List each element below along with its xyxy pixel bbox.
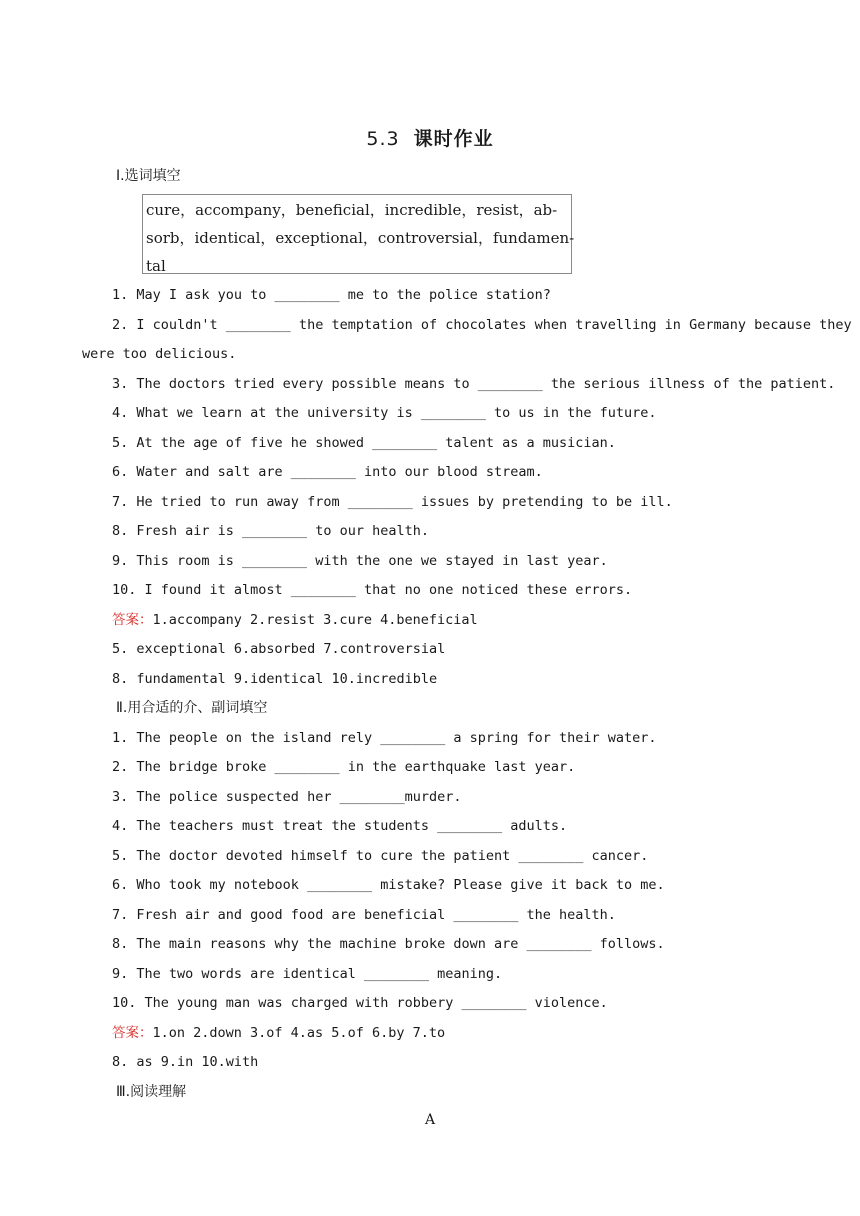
question-2-10: 10. The young man was charged with robbery ________ violence. [112,995,608,1011]
section1-heading: Ⅰ.选词填空 [116,168,181,184]
question-2-5: 5. The doctor devoted himself to cure the patient ________ cancer. [112,848,649,864]
question-2-3: 3. The police suspected her ________murder. [112,789,462,805]
answer-label: 答案： [112,612,153,628]
question-2-1: 1. The people on the island rely ________ a spring for their water. [112,730,657,746]
answer-text: 1.accompany 2.resist 3.cure 4.beneficial [152,612,478,628]
word-bank-line: sorb，identical，exceptional，controversial，fundamen- [146,229,575,247]
question-1-2: 2. I couldn't ________ the temptation of chocolates when travelling in Germany because they [112,317,852,333]
question-1-4: 4. What we learn at the university is ________ to us in the future. [112,405,657,421]
question-1-1: 1. May I ask you to ________ me to the police station? [112,287,551,303]
word-bank-box [142,194,575,275]
question-2-6: 6. Who took my notebook ________ mistake? Please give it back to me. [112,877,665,893]
word-bank-line: tal [146,257,166,275]
title-number: 5.3 [366,128,400,150]
question-2-4: 4. The teachers must treat the students ________ adults. [112,818,568,834]
answer-1-line-2: 5. exceptional 6.absorbed 7.controversial [112,641,446,657]
question-2-9: 9. The two words are identical ________ meaning. [112,966,503,982]
question-1-7: 7. He tried to run away from ________ issues by pretending to be ill. [112,494,673,510]
question-2-8: 8. The main reasons why the machine broke down are ________ follows. [112,936,665,952]
page-title [0,124,860,151]
title-text: 课时作业 [413,128,494,150]
answer-2-line [112,1024,445,1042]
passage-label: A [424,1112,436,1128]
answer-text: 1.on 2.down 3.of 4.as 5.of 6.by 7.to [152,1025,446,1041]
section2-heading: Ⅱ.用合适的介、副词填空 [116,700,268,716]
question-1-6: 6. Water and salt are ________ into our blood stream. [112,464,543,480]
question-2-7: 7. Fresh air and good food are beneficial ________ the health. [112,907,616,923]
answer-1-line-3: 8. fundamental 9.identical 10.incredible [112,671,438,687]
answer-label: 答案： [112,1025,153,1041]
question-1-5: 5. At the age of five he showed ________ talent as a musician. [112,435,616,451]
question-1-2-continued: were too delicious. [82,346,237,362]
answer-1-line [112,611,478,629]
answer-2-line-2: 8. as 9.in 10.with [112,1054,259,1070]
question-1-10: 10. I found it almost ________ that no one noticed these errors. [112,582,633,598]
question-1-8: 8. Fresh air is ________ to our health. [112,523,429,539]
question-1-3: 3. The doctors tried every possible means to ________ the serious illness of the patient. [112,376,836,392]
question-2-2: 2. The bridge broke ________ in the earthquake last year. [112,759,576,775]
section3-heading: Ⅲ.阅读理解 [116,1084,187,1100]
word-bank-line: cure，accompany，beneficial，incredible，resist，ab- [146,201,558,219]
question-1-9: 9. This room is ________ with the one we stayed in last year. [112,553,608,569]
